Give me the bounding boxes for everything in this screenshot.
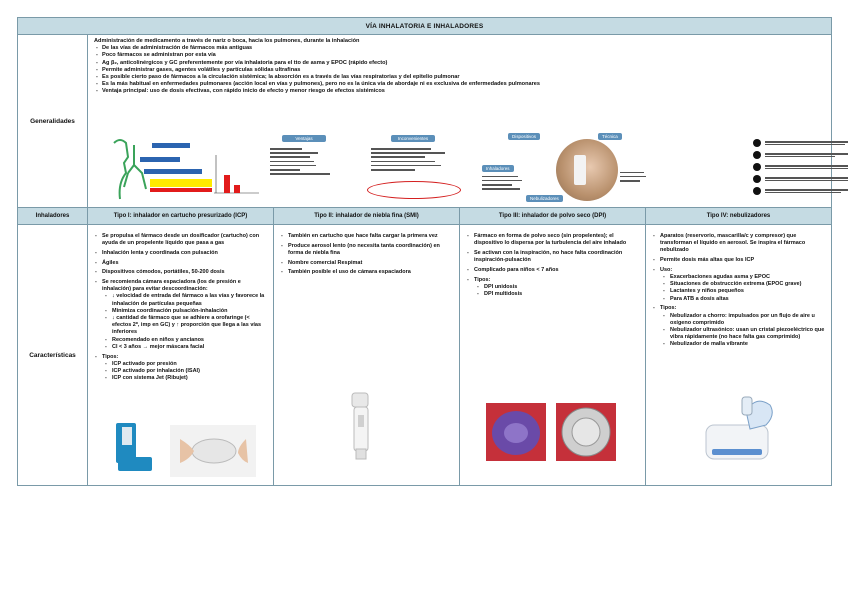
sheet — [17, 17, 831, 486]
dispositivos-diagram — [478, 133, 648, 207]
sub-list — [660, 313, 825, 349]
tipo-3-list — [460, 225, 645, 298]
list-item: - Aparatos (reservorio, mascarilla/c y compresor) que transforman el líquido en aerosol. Se inspira el fármaco nebulizado — [660, 233, 825, 255]
sub-item: - Cl < 3 años → mejor máscara facial — [112, 344, 267, 351]
list-item: - Ventaja principal: uso de dosis efectivas, con rápido inicio de efecto y menor riesgo de efectos sistémicos — [102, 88, 827, 95]
list-item: - De las vías de administración de fármacos más antiguas — [102, 45, 827, 52]
row-label-generalidades: Generalidades — [18, 35, 88, 208]
page-title: VÍA INHALATORIA E INHALADORES — [18, 18, 832, 35]
tipo-4-list — [646, 225, 831, 349]
list-item: - Es posible cierto paso de fármacos a la circulación sistémica; la absorción es a través de las vías respiratorias y del epitelio pulmonar — [102, 74, 827, 81]
tipo-4-cell — [646, 225, 832, 486]
list-item — [474, 277, 639, 299]
sub-item: - Para ATB a dosis altas — [670, 296, 825, 303]
list-item: - Es la más habitual en enfermedades pulmonares (acción local en vías y pulmones), pero no es la única vía de abordaje ni es exclusiva de enfermedades pulmonares — [102, 81, 827, 88]
tipo-3-cell — [460, 225, 646, 486]
list-item: - También en cartucho que hace falta cargar la primera vez — [288, 233, 453, 240]
sub-item: - Nebulizador ultrasónico: usan un cristal piezoeléctrico que vibra rápidamente (no hace falta gas comprimido) — [670, 327, 825, 341]
list-item: - Fármaco en forma de polvo seco (sin propelentes); el dispositivo lo dispersa por la turbulencia del aire inhalado — [474, 233, 639, 247]
sub-item: - Recomendado en niños y ancianos — [112, 337, 267, 344]
dpi-images — [486, 403, 626, 463]
sub-item: - Nebulizador a chorro: impulsados por un flujo de aire u oxígeno comprimido — [670, 313, 825, 327]
list-item: - Permite administrar gases, agentes volátiles y partículas sólidas ultrafinas — [102, 67, 827, 74]
generalidades-text — [88, 35, 831, 96]
col-header-tipo-1: Tipo I: inhalador en cartucho presurizado (ICP) — [88, 208, 274, 225]
row-label-caracteristicas: Características — [18, 225, 88, 486]
list-item: - Poco fármacos se administran por esta vía — [102, 52, 827, 59]
list-item-text: Tipos: — [660, 305, 677, 312]
list-item — [660, 267, 825, 303]
list-item: - Ágiles — [102, 260, 267, 267]
nebulizer-image — [702, 391, 782, 465]
step-1 — [753, 139, 848, 147]
list-item-text: Se recomienda cámara espaciadora (los de presión e inhalación) para evitar descoordinación: — [102, 279, 241, 293]
steps-list — [753, 139, 848, 205]
list-item — [102, 354, 267, 383]
list-item: - Nombre comercial Respimat — [288, 260, 453, 267]
highlight-ellipse — [367, 181, 461, 199]
list-item — [102, 279, 267, 351]
main-table — [17, 17, 832, 486]
sub-item: - DPI unidosis — [484, 284, 639, 291]
step-5 — [753, 187, 848, 195]
tecnica-box: Técnica — [598, 133, 622, 140]
sub-list — [474, 284, 639, 298]
list-item: - Ag β₂, anticolinérgicos y GC preferentemente por vía inhalatoria para el tto de asma y EPOC (rápido efecto) — [102, 60, 827, 67]
icp-inhaler-images — [96, 419, 266, 481]
generalidades-intro: Administración de medicamento a través de nariz o boca, hacia los pulmones, durante la inhalación — [94, 38, 360, 44]
tipo-2-cell — [274, 225, 460, 486]
sub-item: - ICP activado por inhalación (ISAI) — [112, 368, 267, 375]
sub-item: - ICP activado por presión — [112, 361, 267, 368]
sub-list — [660, 274, 825, 303]
step-4 — [753, 175, 848, 183]
inconvenientes-lines — [371, 148, 457, 171]
generalidades-list — [94, 45, 827, 95]
sub-list — [102, 361, 267, 383]
row-label-inhaladores: Inhaladores — [18, 208, 88, 225]
col-header-tipo-2: Tipo II: inhalador de niebla fina (SMI) — [274, 208, 460, 225]
list-item: - Complicado para niños < 7 años — [474, 267, 639, 274]
step-2 — [753, 151, 848, 159]
sub-item: - Situaciones de obstrucción extrema (EPOC grave) — [670, 281, 825, 288]
sub-item: - Lactantes y niños pequeños — [670, 288, 825, 295]
dispositivos-header: Dispositivos — [508, 133, 540, 140]
tipo-1-cell — [88, 225, 274, 486]
sub-item: - ICP con sistema Jet (Ribujet) — [112, 375, 267, 382]
list-item: - Se propulsa el fármaco desde un dosificador (cartucho) con ayuda de un propelente líquido que pasa a gas — [102, 233, 267, 247]
col-header-tipo-4: Tipo IV: nebulizadores — [646, 208, 832, 225]
sub-item: - DPI multidosis — [484, 291, 639, 298]
list-item: - Se activan con la inspiración, no hace falta coordinación inspiración-pulsación — [474, 250, 639, 264]
lung-deposition-diagram — [94, 135, 264, 203]
step-3 — [753, 163, 848, 171]
inconvenientes-box — [371, 135, 457, 205]
list-item: - Produce aerosol lento (no necesita tanta coordinación) en forma de niebla fina — [288, 243, 453, 257]
list-item-text: Tipos: — [474, 276, 491, 283]
inconvenientes-header: Inconvenientes — [391, 135, 435, 142]
inhaler-photo-circle — [556, 139, 618, 201]
list-item — [660, 305, 825, 348]
list-item: - Permite dosis más altas que los ICP — [660, 257, 825, 264]
sub-item: - ↓ velocidad de entrada del fármaco a las vías y favorece la inhalación de partículas pequeñas — [112, 293, 267, 307]
sub-item: - Minimiza coordinación pulsación-inhalación — [112, 308, 267, 315]
tipo-2-list — [274, 225, 459, 277]
sub-item: - Exacerbaciones agudas asma y EPOC — [670, 274, 825, 281]
list-item-text: Uso: — [660, 266, 673, 273]
ventajas-lines — [270, 148, 340, 175]
sub-list — [102, 293, 267, 351]
list-item: - Inhalación lenta y coordinada con pulsación — [102, 250, 267, 257]
sub-item: - Nebulizador de malla vibrante — [670, 341, 825, 348]
list-item: - Dispositivos cómodos, portátiles, 50-200 dosis — [102, 269, 267, 276]
respimat-image — [334, 389, 394, 465]
inhaladores-box: Inhaladores — [482, 165, 514, 172]
nebulizadores-box: Nebulizadores — [526, 195, 563, 202]
dispositivos-lines — [482, 173, 524, 192]
tecnica-lines — [620, 169, 646, 184]
sub-item: - ↓ cantidad de fármaco que se adhiere a orofaringe (< efectos 2º, imp en GC) y ↑ proporción que llega a las vías inferiores — [112, 315, 267, 337]
list-item: - También posible el uso de cámara espaciadora — [288, 269, 453, 276]
col-header-tipo-3: Tipo III: inhalador de polvo seco (DPI) — [460, 208, 646, 225]
tipo-1-list — [88, 225, 273, 382]
ventajas-box — [270, 135, 340, 205]
generalidades-cell — [88, 35, 832, 208]
list-item-text: Tipos: — [102, 353, 119, 360]
ventajas-header: Ventajas — [282, 135, 326, 142]
